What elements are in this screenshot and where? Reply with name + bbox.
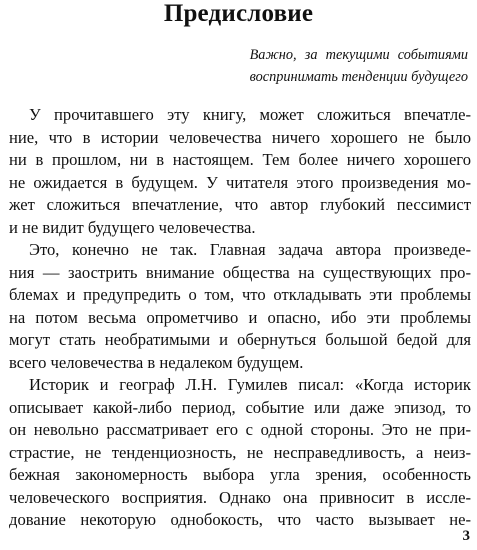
text-line: ние, что в истории человечества ничего хорошего не было bbox=[9, 127, 471, 147]
text-line: ни в прошлом, ни в настоящем. Тем более ничего хорошего bbox=[9, 150, 471, 169]
text-line: всего человечества в недалеком будущем. bbox=[9, 352, 304, 372]
text-line: дование некоторую однобокость, что часто вызывает не- bbox=[9, 510, 471, 529]
epigraph-line: Важно, за текущими событиями bbox=[249, 47, 468, 63]
text-line: Это, конечно не так. Главная задача автора произведе- bbox=[29, 240, 471, 259]
chapter-title: Предисловие bbox=[163, 0, 314, 27]
text-line: страстие, не тенденциозность, не несправедливость, а неиз- bbox=[9, 442, 471, 462]
paragraph-2 bbox=[9, 239, 471, 374]
text-line: У прочитавшего эту книгу, может сложиться впечатле- bbox=[29, 105, 471, 124]
text-line: бежная закономерность выбора угла зрения, особенность bbox=[9, 465, 471, 484]
text-line: могут стать необратимыми и обернуться большой бедой для bbox=[9, 330, 471, 349]
text-line: жет сложиться впечатление, что автор глубокий пессимист bbox=[9, 195, 471, 214]
paragraph-3 bbox=[9, 374, 471, 532]
text-line: не ожидается в будущем. У читателя этого произведения мо- bbox=[9, 172, 471, 192]
text-line: Историк и географ Л.Н. Гумилев писал: «Когда историк bbox=[29, 375, 471, 394]
epigraph bbox=[250, 45, 468, 88]
text-line: он невольно рассматривает его с одной стороны. Это не при- bbox=[9, 420, 471, 439]
body-text bbox=[9, 104, 471, 532]
text-line: блемах и предупредить о том, что откладывать эти проблемы bbox=[9, 285, 471, 304]
page-number: 3 bbox=[462, 528, 470, 544]
text-line: на потом весьма опрометчиво и опасно, ибо эти проблемы bbox=[9, 307, 471, 327]
epigraph-line: воспринимать тенденции будущего bbox=[249, 68, 468, 85]
text-line: человеческого восприятия. Однако она привносит в иссле- bbox=[9, 487, 471, 507]
text-line: ния — заострить внимание общества на существующих про- bbox=[9, 262, 471, 282]
paragraph-1 bbox=[9, 104, 471, 239]
text-line: описывает какой-либо период, событие или даже эпизод, то bbox=[9, 397, 471, 417]
text-line: и не видит будущего человечества. bbox=[9, 217, 256, 237]
